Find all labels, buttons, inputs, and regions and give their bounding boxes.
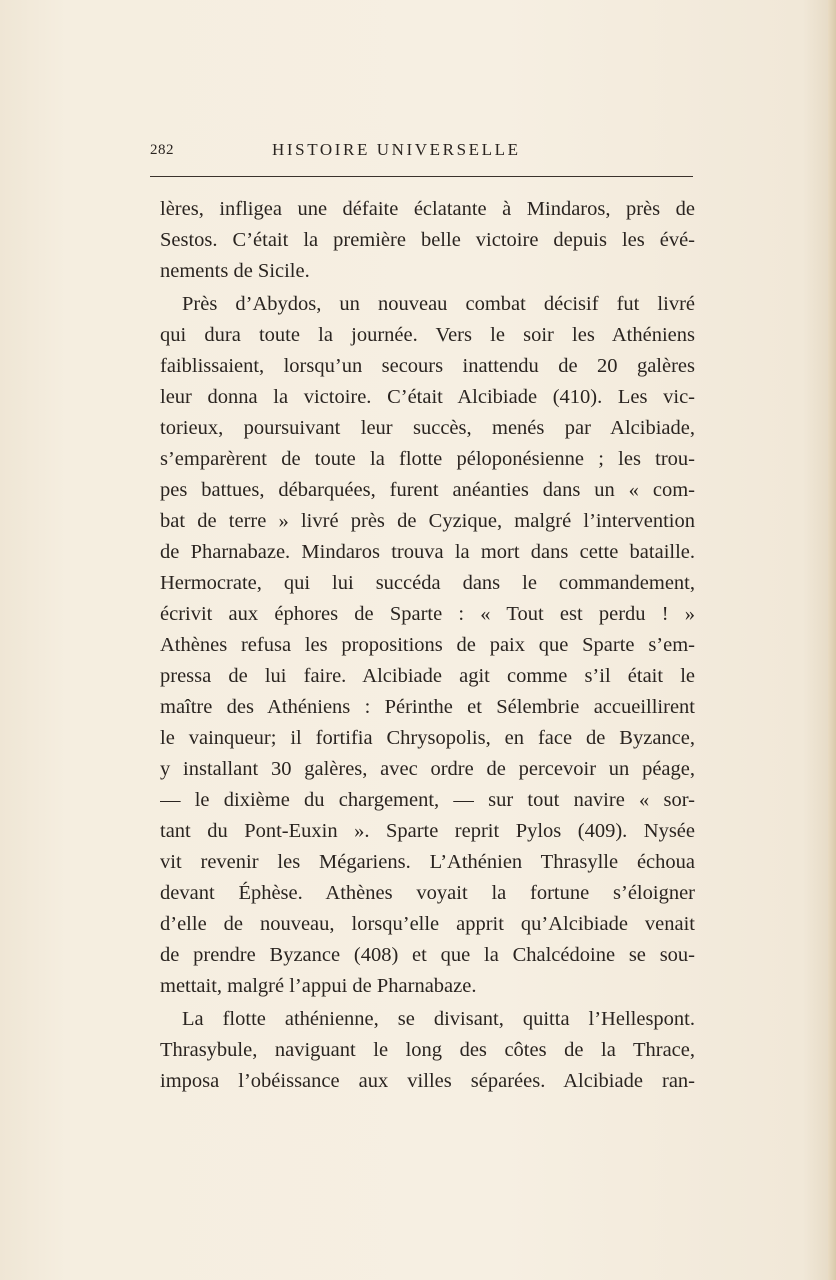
paragraph — [160, 194, 695, 287]
text-line: nements de Sicile. — [160, 260, 310, 282]
text-line: y installant 30 galères, avec ordre de percevoir un péage, — [160, 758, 695, 780]
text-line: Athènes refusa les propositions de paix que Sparte s’em- — [160, 634, 695, 656]
text-line: tant du Pont-Euxin ». Sparte reprit Pylos (409). Nysée — [160, 820, 695, 842]
text-line: Thrasybule, naviguant le long des côtes de la Thrace, — [160, 1039, 695, 1061]
text-line: de prendre Byzance (408) et que la Chalcédoine se sou- — [160, 944, 695, 966]
text-line: torieux, poursuivant leur succès, menés par Alcibiade, — [160, 417, 695, 439]
text-line: — le dixième du chargement, — sur tout navire « sor- — [160, 789, 695, 811]
paragraph — [160, 1004, 695, 1097]
text-line: devant Éphèse. Athènes voyait la fortune s’éloigner — [160, 882, 695, 904]
text-line: vit revenir les Mégariens. L’Athénien Thrasylle échoua — [160, 851, 695, 873]
paragraph — [160, 289, 695, 1002]
text-line: Hermocrate, qui lui succéda dans le commandement, — [160, 572, 695, 594]
page-body — [160, 194, 695, 1097]
text-line: Sestos. C’était la première belle victoire depuis les évé- — [160, 229, 695, 251]
text-line: écrivit aux éphores de Sparte : « Tout est perdu ! » — [160, 603, 695, 625]
text-line: maître des Athéniens : Périnthe et Sélembrie accueillirent — [160, 696, 695, 718]
text-line: s’emparèrent de toute la flotte péloponésienne ; les trou- — [160, 448, 695, 470]
running-head: HISTOIRE UNIVERSELLE — [272, 140, 521, 159]
text-line: lères, infligea une défaite éclatante à Mindaros, près de — [160, 198, 695, 220]
text-line: de Pharnabaze. Mindaros trouva la mort dans cette bataille. — [160, 541, 695, 563]
text-line: imposa l’obéissance aux villes séparées. Alcibiade ran- — [160, 1070, 695, 1092]
page-number: 282 — [150, 142, 174, 158]
page-header — [150, 140, 694, 164]
text-line: faiblissaient, lorsqu’un secours inattendu de 20 galères — [160, 355, 695, 377]
text-line: bat de terre » livré près de Cyzique, malgré l’intervention — [160, 510, 695, 532]
text-line: pes battues, débarquées, furent anéanties dans un « com- — [160, 479, 695, 501]
text-line: mettait, malgré l’appui de Pharnabaze. — [160, 975, 477, 997]
text-line: d’elle de nouveau, lorsqu’elle apprit qu’Alcibiade venait — [160, 913, 695, 935]
text-line: leur donna la victoire. C’était Alcibiade (410). Les vic- — [160, 386, 695, 408]
text-line: Près d’Abydos, un nouveau combat décisif fut livré — [182, 293, 695, 315]
text-line: pressa de lui faire. Alcibiade agit comme s’il était le — [160, 665, 695, 687]
text-line: La flotte athénienne, se divisant, quitta l’Hellespont. — [182, 1008, 695, 1030]
page-edge — [828, 0, 836, 1280]
text-line: le vainqueur; il fortifia Chrysopolis, en face de Byzance, — [160, 727, 695, 749]
text-line: qui dura toute la journée. Vers le soir les Athéniens — [160, 324, 695, 346]
header-rule — [150, 176, 693, 177]
